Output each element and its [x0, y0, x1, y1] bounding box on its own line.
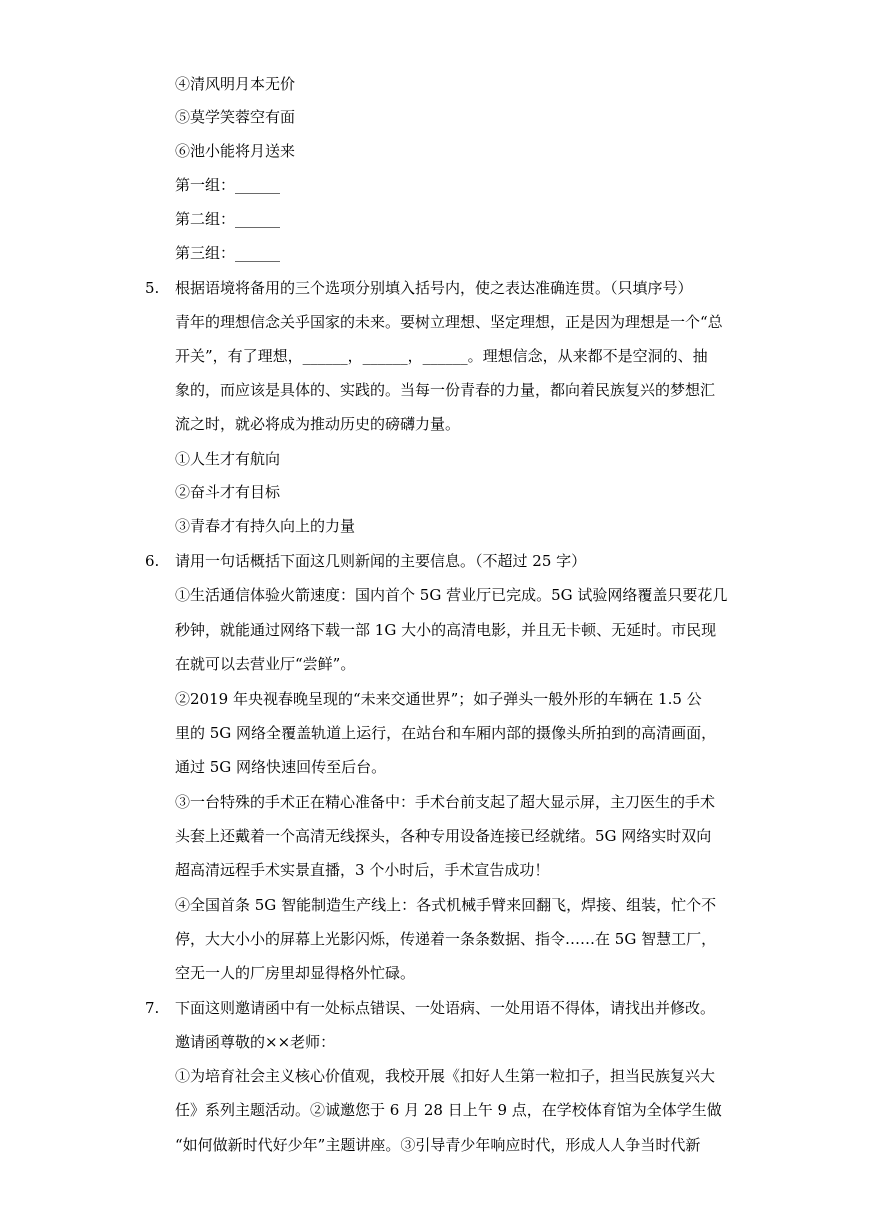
letter-line: 任》系列主题活动。②诚邀您于 6 月 28 日上午 9 点，在学校体育馆为全体学生做 — [175, 1101, 722, 1119]
question-stem: 根据语境将备用的三个选项分别填入括号内，使之表达准确连贯。（只填序号） — [175, 279, 693, 297]
option-item: ⑥池小能将月送来 — [175, 142, 296, 160]
news-line: ①生活通信体验火箭速度：国内首个 5G 营业厅已完成。5G 试验网络覆盖只要花几 — [175, 586, 728, 604]
option-item: ④清风明月本无价 — [175, 75, 296, 93]
option-item: ②奋斗才有目标 — [175, 483, 281, 501]
passage-line: 流之时，就必将成为推动历史的磅礴力量。 — [175, 415, 461, 433]
news-line: 秒钟，就能通过网络下载一部 1G 大小的高清电影，并且无卡顿、无延时。市民现 — [175, 621, 717, 639]
option-item: ①人生才有航向 — [175, 450, 281, 468]
news-line: 空无一人的厂房里却显得格外忙碌。 — [175, 964, 416, 982]
letter-line: ①为培育社会主义核心价值观，我校开展《扣好人生第一粒扣子，担当民族复兴大 — [175, 1067, 716, 1085]
passage-line: 开关”，有了理想，______，______，______。理想信念，从来都不是空洞的、抽 — [175, 347, 708, 365]
letter-line: “如何做新时代好少年”主题讲座。③引导青少年响应时代，形成人人争当时代新 — [175, 1136, 701, 1154]
news-line: 在就可以去营业厅“尝鲜”。 — [175, 655, 356, 673]
news-line: ②2019 年央视春晚呈现的“未来交通世界”；如子弹头一般外形的车辆在 1.5 公 — [175, 690, 702, 708]
news-line: 头套上还戴着一个高清无线探头，各种专用设备连接已经就绪。5G 网络实时双向 — [175, 827, 712, 845]
letter-heading: 邀请函尊敬的××老师： — [175, 1033, 336, 1051]
group-blank: 第一组：______ — [175, 176, 281, 194]
passage-line: 象的，而应该是具体的、实践的。当每一份青春的力量，都向着民族复兴的梦想汇 — [175, 381, 716, 399]
news-line: 里的 5G 网络全覆盖轨道上运行，在站台和车厢内部的摄像头所拍到的高清画面， — [175, 724, 717, 742]
question-number: 5. — [145, 279, 160, 297]
news-line: ④全国首条 5G 智能制造生产线上：各式机械手臂来回翻飞，焊接、组装，忙个不 — [175, 896, 717, 914]
question-number: 6. — [145, 552, 160, 570]
question-stem: 请用一句话概括下面这几则新闻的主要信息。（不超过 25 字） — [175, 552, 587, 570]
question-number: 7. — [145, 999, 160, 1017]
news-line: 超高清远程手术实景直播，3 个小时后，手术宣告成功！ — [175, 861, 550, 879]
option-item: ③青春才有持久向上的力量 — [175, 517, 356, 535]
news-line: 通过 5G 网络快速回传至后台。 — [175, 758, 387, 776]
question-stem: 下面这则邀请函中有一处标点错误、一处语病、一处用语不得体，请找出并修改。 — [175, 999, 716, 1017]
passage-line: 青年的理想信念关乎国家的未来。要树立理想、坚定理想，正是因为理想是一个“总 — [175, 313, 723, 331]
news-line: 停，大大小小的屏幕上光影闪烁，传递着一条条数据、指令……在 5G 智慧工厂， — [175, 930, 717, 948]
news-line: ③一台特殊的手术正在精心准备中：手术台前支起了超大显示屏，主刀医生的手术 — [175, 793, 716, 811]
group-blank: 第二组：______ — [175, 210, 281, 228]
option-item: ⑤莫学笑蓉空有面 — [175, 108, 296, 126]
group-blank: 第三组：______ — [175, 244, 281, 262]
